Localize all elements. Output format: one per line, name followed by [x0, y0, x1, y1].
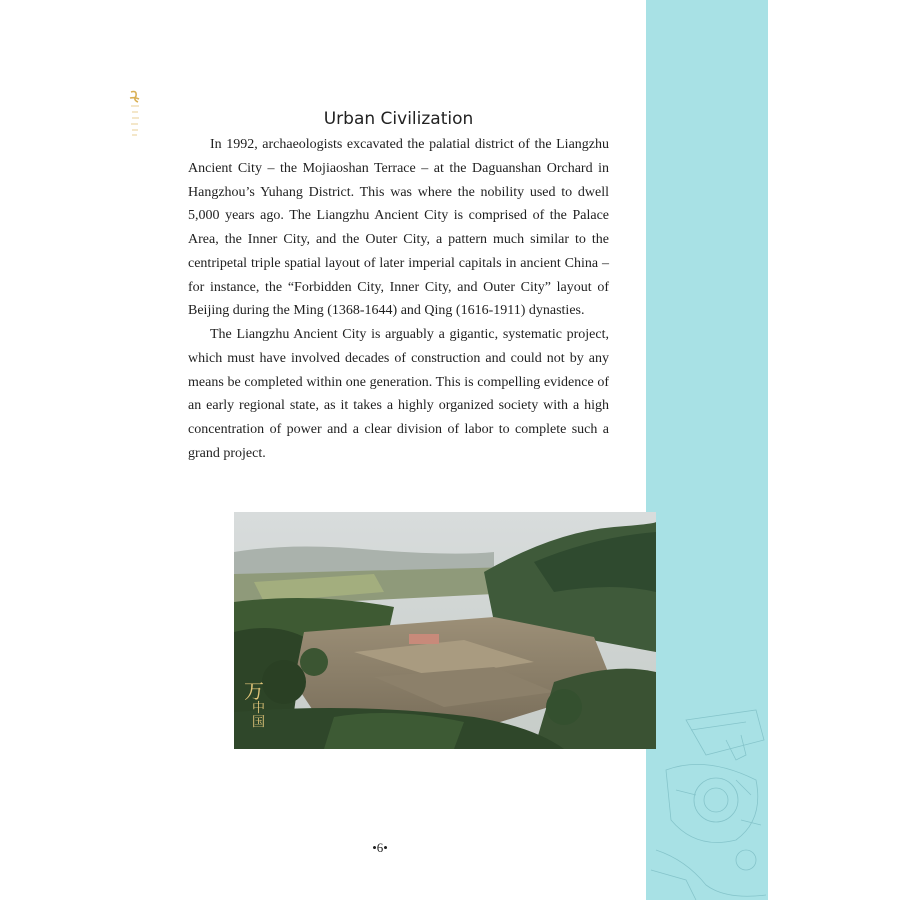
section-heading: Urban Civilization	[323, 109, 474, 129]
watermark-bottom: 中国	[252, 701, 266, 730]
excavation-site-photo	[234, 512, 656, 749]
page-number: •6•	[372, 840, 388, 855]
calligraphy-logo-icon	[127, 88, 143, 140]
watermark-logo	[244, 680, 274, 738]
artifact-line-drawing	[646, 700, 768, 900]
body-text	[188, 133, 609, 466]
paragraph-1: In 1992, archaeologists excavated the palatial district of the Liangzhu Ancient City – the Mojiaoshan Terrace – at the Daguanshan Orchard in Hangzhou’s Yuhang District. This was where the nobility used to dwell 5,000 years ago. The Liangzhu Ancient City is comprised of the Palace Area, the Inner City, and the Outer City, a pattern much similar to the centripetal triple spatial layout of later imperial capitals in ancient China – for instance, the “Forbidden City, Inner City, and Outer City” layout of Beijing during the Ming (1368-1644) and Qing (1616-1911) dynasties.	[188, 137, 609, 319]
watermark-top: 万	[244, 679, 264, 703]
paragraph-2: The Liangzhu Ancient City is arguably a gigantic, systematic project, which must have involved decades of construction and could not by any means be completed within one generation. This is compelling evidence of an early regional state, as it takes a highly organized society with a high concentration of power and a clear division of labor to complete such a grand project.	[188, 327, 609, 461]
